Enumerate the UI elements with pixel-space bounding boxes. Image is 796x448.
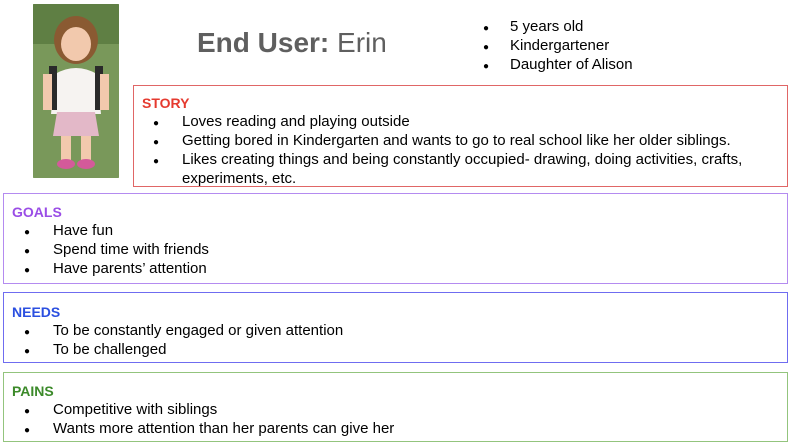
- fact-item: ● Kindergartener: [483, 36, 633, 55]
- fact-item: ● 5 years old: [483, 17, 633, 36]
- need-item: ● To be challenged: [12, 340, 787, 359]
- pains-list: [12, 400, 787, 438]
- goal-item: ● Have parents’ attention: [12, 259, 787, 278]
- pain-item: ● Wants more attention than her parents can give her: [12, 419, 787, 438]
- needs-heading: NEEDS: [12, 304, 61, 320]
- story-list: [142, 112, 787, 188]
- needs-list: [12, 321, 787, 359]
- story-item: ● Likes creating things and being constantly occupied- drawing, doing activities, crafts, experiments, etc.: [142, 150, 787, 188]
- story-item: ● Getting bored in Kindergarten and wants to go to real school like her older siblings.: [142, 131, 787, 150]
- goals-heading: GOALS: [12, 204, 62, 220]
- story-heading: STORY: [142, 95, 190, 111]
- needs-section: [3, 292, 788, 363]
- need-item: ● To be constantly engaged or given attention: [12, 321, 787, 340]
- pains-section: [3, 372, 788, 442]
- profile-photo: [33, 4, 119, 178]
- fact-item: ● Daughter of Alison: [483, 55, 633, 74]
- girl-photo-illustration: [33, 4, 119, 178]
- title-label: End User:: [197, 27, 330, 58]
- goals-section: [3, 193, 788, 284]
- story-item: ● Loves reading and playing outside: [142, 112, 787, 131]
- pain-item: ● Competitive with siblings: [12, 400, 787, 419]
- pains-heading: PAINS: [12, 383, 54, 399]
- goal-item: ● Spend time with friends: [12, 240, 787, 259]
- goals-list: [12, 221, 787, 278]
- user-name: Erin: [329, 27, 387, 58]
- user-facts-list: [483, 17, 633, 74]
- goal-item: ● Have fun: [12, 221, 787, 240]
- page-title: [197, 27, 387, 59]
- story-section: [133, 85, 788, 187]
